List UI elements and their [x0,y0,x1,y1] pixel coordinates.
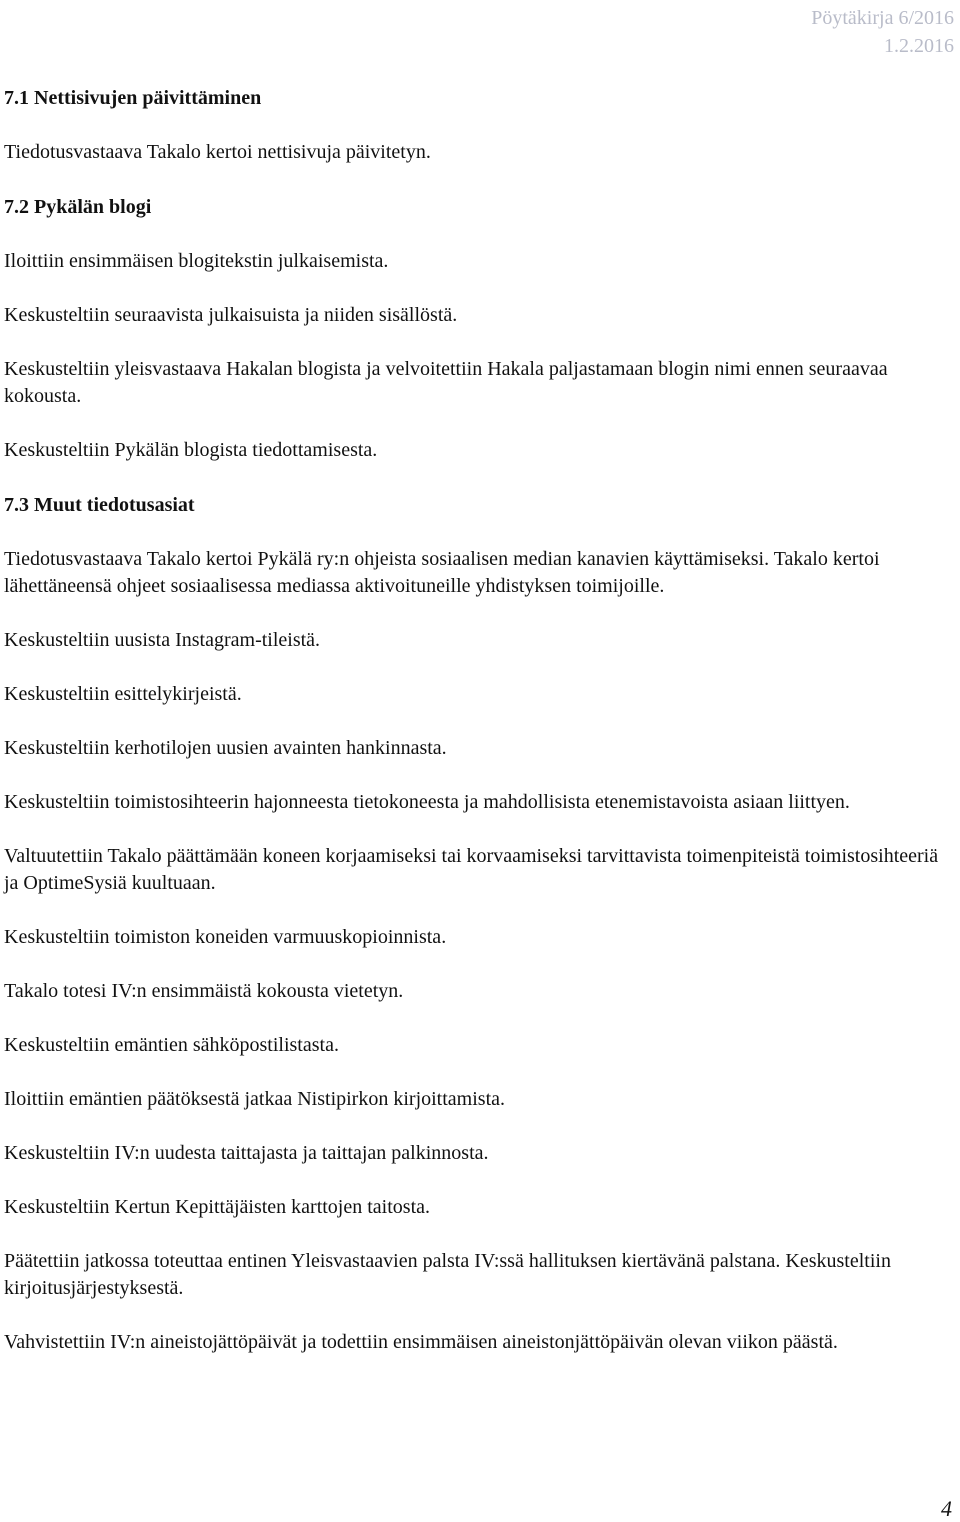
paragraph: Keskusteltiin IV:n uudesta taittajasta ja taittajan palkinnosta. [4,1142,489,1164]
document-header [811,4,954,60]
paragraph: Keskusteltiin Pykälän blogista tiedottamisesta. [4,439,378,461]
paragraph: Keskusteltiin uusista Instagram-tileistä. [4,629,321,651]
paragraph: Keskusteltiin toimistosihteerin hajonneesta tietokoneesta ja mahdollisista etenemistavoista asiaan liittyen. [4,791,850,813]
section-heading: 7.1 Nettisivujen päivittäminen [4,87,262,109]
document-date: 1.2.2016 [884,35,954,57]
paragraph: Keskusteltiin Kertun Kepittäjäisten karttojen taitosta. [4,1196,431,1218]
paragraph: Keskusteltiin yleisvastaava Hakalan blogista ja velvoitettiin Hakala paljastamaan blogin nimi ennen seuraavaa kokousta. [4,358,888,407]
paragraph: Keskusteltiin emäntien sähköpostilistasta. [4,1034,339,1056]
paragraph: Takalo totesi IV:n ensimmäistä kokousta vietetyn. [4,980,404,1002]
paragraph: Iloittiin emäntien päätöksestä jatkaa Nistipirkon kirjoittamista. [4,1088,505,1110]
paragraph: Valtuutettiin Takalo päättämään koneen korjaamiseksi tai korvaamiseksi tarvittavista toimenpiteistä toimistosihteeriä ja OptimeSysiä kuultuaan. [4,845,939,894]
document-body [4,84,952,1356]
paragraph: Keskusteltiin kerhotilojen uusien avainten hankinnasta. [4,737,447,759]
paragraph: Tiedotusvastaava Takalo kertoi Pykälä ry:n ohjeista sosiaalisen median kanavien käyttämiseksi. Takalo kertoi lähettäneensä ohjeet sosiaalisessa mediassa aktivoituneille yhdistyksen toimijoille. [4,548,880,597]
paragraph: Keskusteltiin esittelykirjeistä. [4,683,242,705]
document-title: Pöytäkirja 6/2016 [811,7,954,29]
section-heading: 7.2 Pykälän blogi [4,196,152,218]
paragraph: Keskusteltiin toimiston koneiden varmuuskopioinnista. [4,926,447,948]
paragraph: Vahvistettiin IV:n aineistojättöpäivät ja todettiin ensimmäisen aineistonjättöpäivän olevan viikon päästä. [4,1331,838,1353]
page-number: 4 [941,1496,952,1521]
paragraph: Tiedotusvastaava Takalo kertoi nettisivuja päivitetyn. [4,141,431,163]
section-heading: 7.3 Muut tiedotusasiat [4,494,195,516]
paragraph: Iloittiin ensimmäisen blogitekstin julkaisemista. [4,250,389,272]
paragraph: Keskusteltiin seuraavista julkaisuista ja niiden sisällöstä. [4,304,458,326]
paragraph: Päätettiin jatkossa toteuttaa entinen Yleisvastaavien palsta IV:ssä hallituksen kiertävänä palstana. Keskusteltiin kirjoitusjärjestyksestä. [4,1250,891,1299]
